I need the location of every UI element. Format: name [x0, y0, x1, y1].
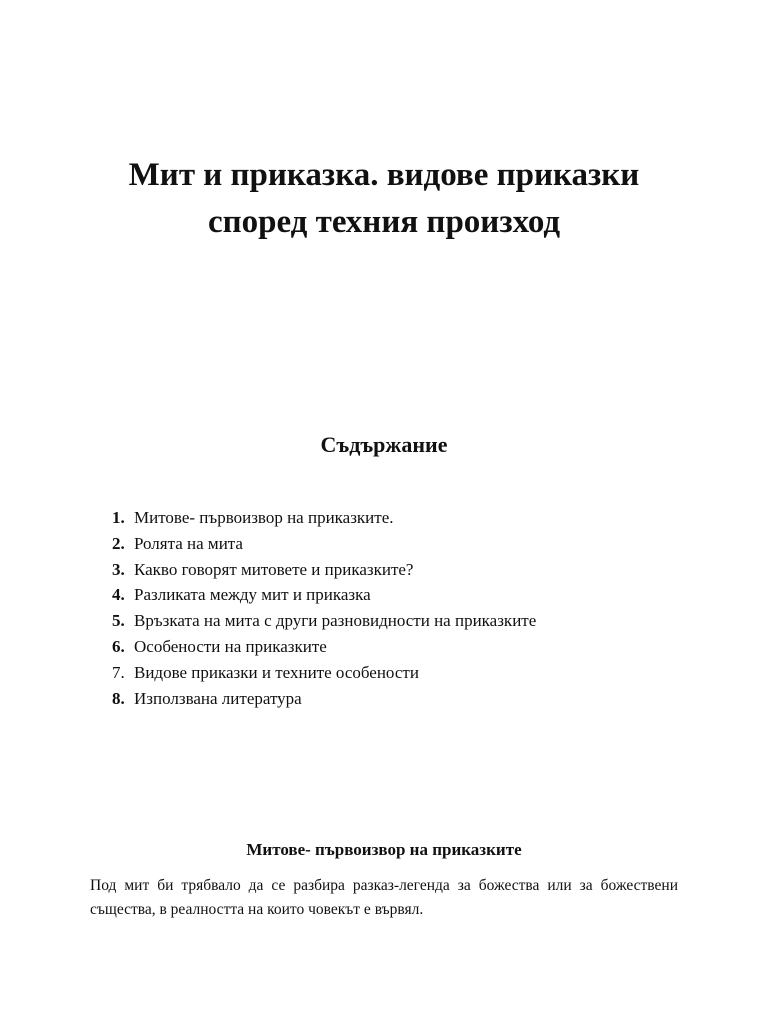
toc-item-6[interactable]: [112, 634, 672, 660]
toc-item-label: Използвана литература: [134, 688, 302, 708]
toc-item-number: 3.: [112, 559, 125, 579]
table-of-contents: [112, 505, 672, 711]
toc-item-number: 8.: [112, 688, 125, 708]
toc-item-number: 4.: [112, 585, 125, 605]
document-title: [0, 152, 768, 246]
title-line-2: според техния произход: [207, 204, 561, 240]
toc-item-number: 6.: [112, 636, 125, 656]
toc-item-number: 7.: [112, 662, 125, 682]
title-line-1: Мит и приказка. видове приказки: [128, 157, 640, 193]
toc-item-label: Ролята на мита: [134, 533, 243, 553]
section-heading: Митове- първоизвор на приказките: [246, 840, 522, 859]
toc-item-7[interactable]: [112, 660, 672, 686]
section-paragraph: Под мит би трябвало да се разбира разказ-легенда за божества или за божествени същества, в реалността на които човекът е вървял.: [90, 877, 678, 918]
toc-item-number: 5.: [112, 611, 125, 631]
toc-item-label: Видове приказки и техните особености: [134, 662, 419, 682]
toc-item-4[interactable]: [112, 582, 672, 608]
toc-item-8[interactable]: [112, 686, 672, 712]
toc-item-label: Особености на приказките: [134, 636, 327, 656]
toc-item-2[interactable]: [112, 531, 672, 557]
toc-item-label: Митове- първоизвор на приказките.: [134, 508, 394, 527]
toc-item-label: Какво говорят митовете и приказките?: [134, 559, 414, 579]
toc-item-1[interactable]: [112, 505, 672, 531]
toc-heading: Съдържание: [320, 432, 448, 457]
toc-item-label: Връзката на мита с други разновидности на приказките: [134, 611, 537, 631]
toc-item-number: 1.: [112, 508, 125, 527]
toc-item-5[interactable]: [112, 608, 672, 634]
toc-item-label: Разликата между мит и приказка: [134, 585, 371, 605]
toc-item-number: 2.: [112, 533, 125, 553]
toc-item-3[interactable]: [112, 557, 672, 583]
